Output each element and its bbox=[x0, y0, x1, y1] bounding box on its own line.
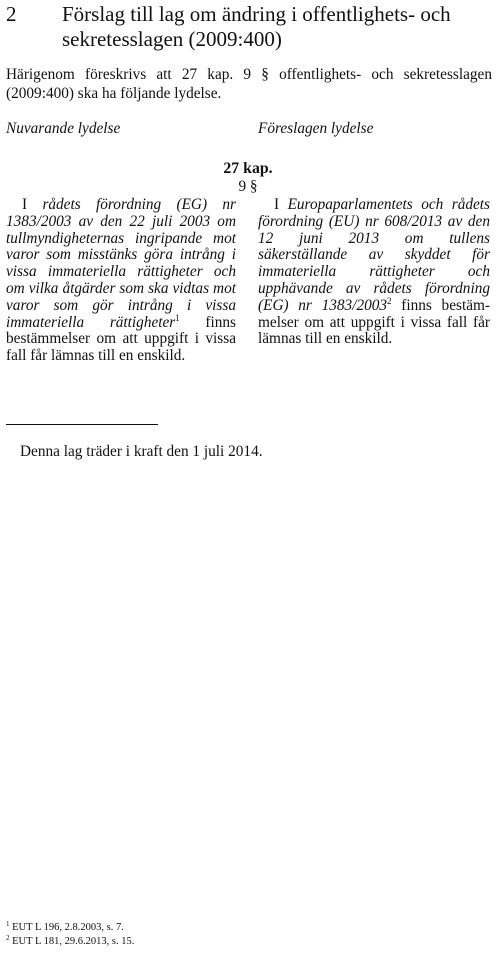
section-title: Förslag till lag om ändring i offentlighets- och sekretesslagen (2009:400) bbox=[62, 2, 451, 51]
chapter-label: 27 kap. bbox=[223, 160, 273, 177]
proposed-wording-text bbox=[258, 197, 490, 348]
footnote-ref-1: 1 bbox=[175, 312, 180, 323]
current-wording-text bbox=[6, 197, 236, 365]
separator-rule bbox=[6, 424, 158, 425]
proposed-tail: finns bestämmelser om att uppgift i vissa fall får lämnas till en enskild. bbox=[258, 296, 490, 348]
current-wording-heading: Nuvarande lydelse bbox=[6, 120, 121, 137]
footnote-1: $^1$ EUT L 196, 2.8.2003, s. 7. bbox=[6, 920, 124, 933]
proposed-lead: I bbox=[274, 196, 288, 213]
footnotes bbox=[6, 921, 134, 949]
current-tail: finns bestämmelser om att uppgift i vissa fall får lämnas till en enskild. bbox=[6, 313, 236, 365]
intro-paragraph: Härigenom föreskrivs att 27 kap. 9 § offentlighets- och sekretesslagen (2009:400) ska ha följande lydelse. bbox=[6, 66, 492, 102]
footnote-ref-2: 2 bbox=[387, 295, 392, 306]
proposed-regulation-title: Europaparlamentets och rådets förordning (EU) nr 608/2013 av den 12 juni 2013 om tullens säkerställande av skyddet för immateriella rättigheter och upphävande av rådets förordning (EG) nr 1383/2003 bbox=[258, 196, 490, 314]
footnote-2: $^2$ EUT L 181, 29.6.2013, s. 15. bbox=[6, 934, 135, 947]
entry-into-force: Denna lag träder i kraft den 1 juli 2014. bbox=[20, 443, 263, 460]
current-lead: I bbox=[22, 196, 43, 213]
proposed-wording-heading: Föreslagen lydelse bbox=[258, 120, 374, 137]
paragraph-label: 9 § bbox=[238, 178, 258, 195]
current-regulation-title: rådets förordning (EG) nr 1383/2003 av den 22 juli 2003 om tullmyndigheternas ingripande mot varor som misstänks göra intrång i vissa immateriella rättigheter och om vilka åtgärder som ska vidtas mot varor som gör intrång i vissa immateriella rättigheter bbox=[6, 196, 237, 331]
section-number: 2 bbox=[6, 2, 17, 26]
